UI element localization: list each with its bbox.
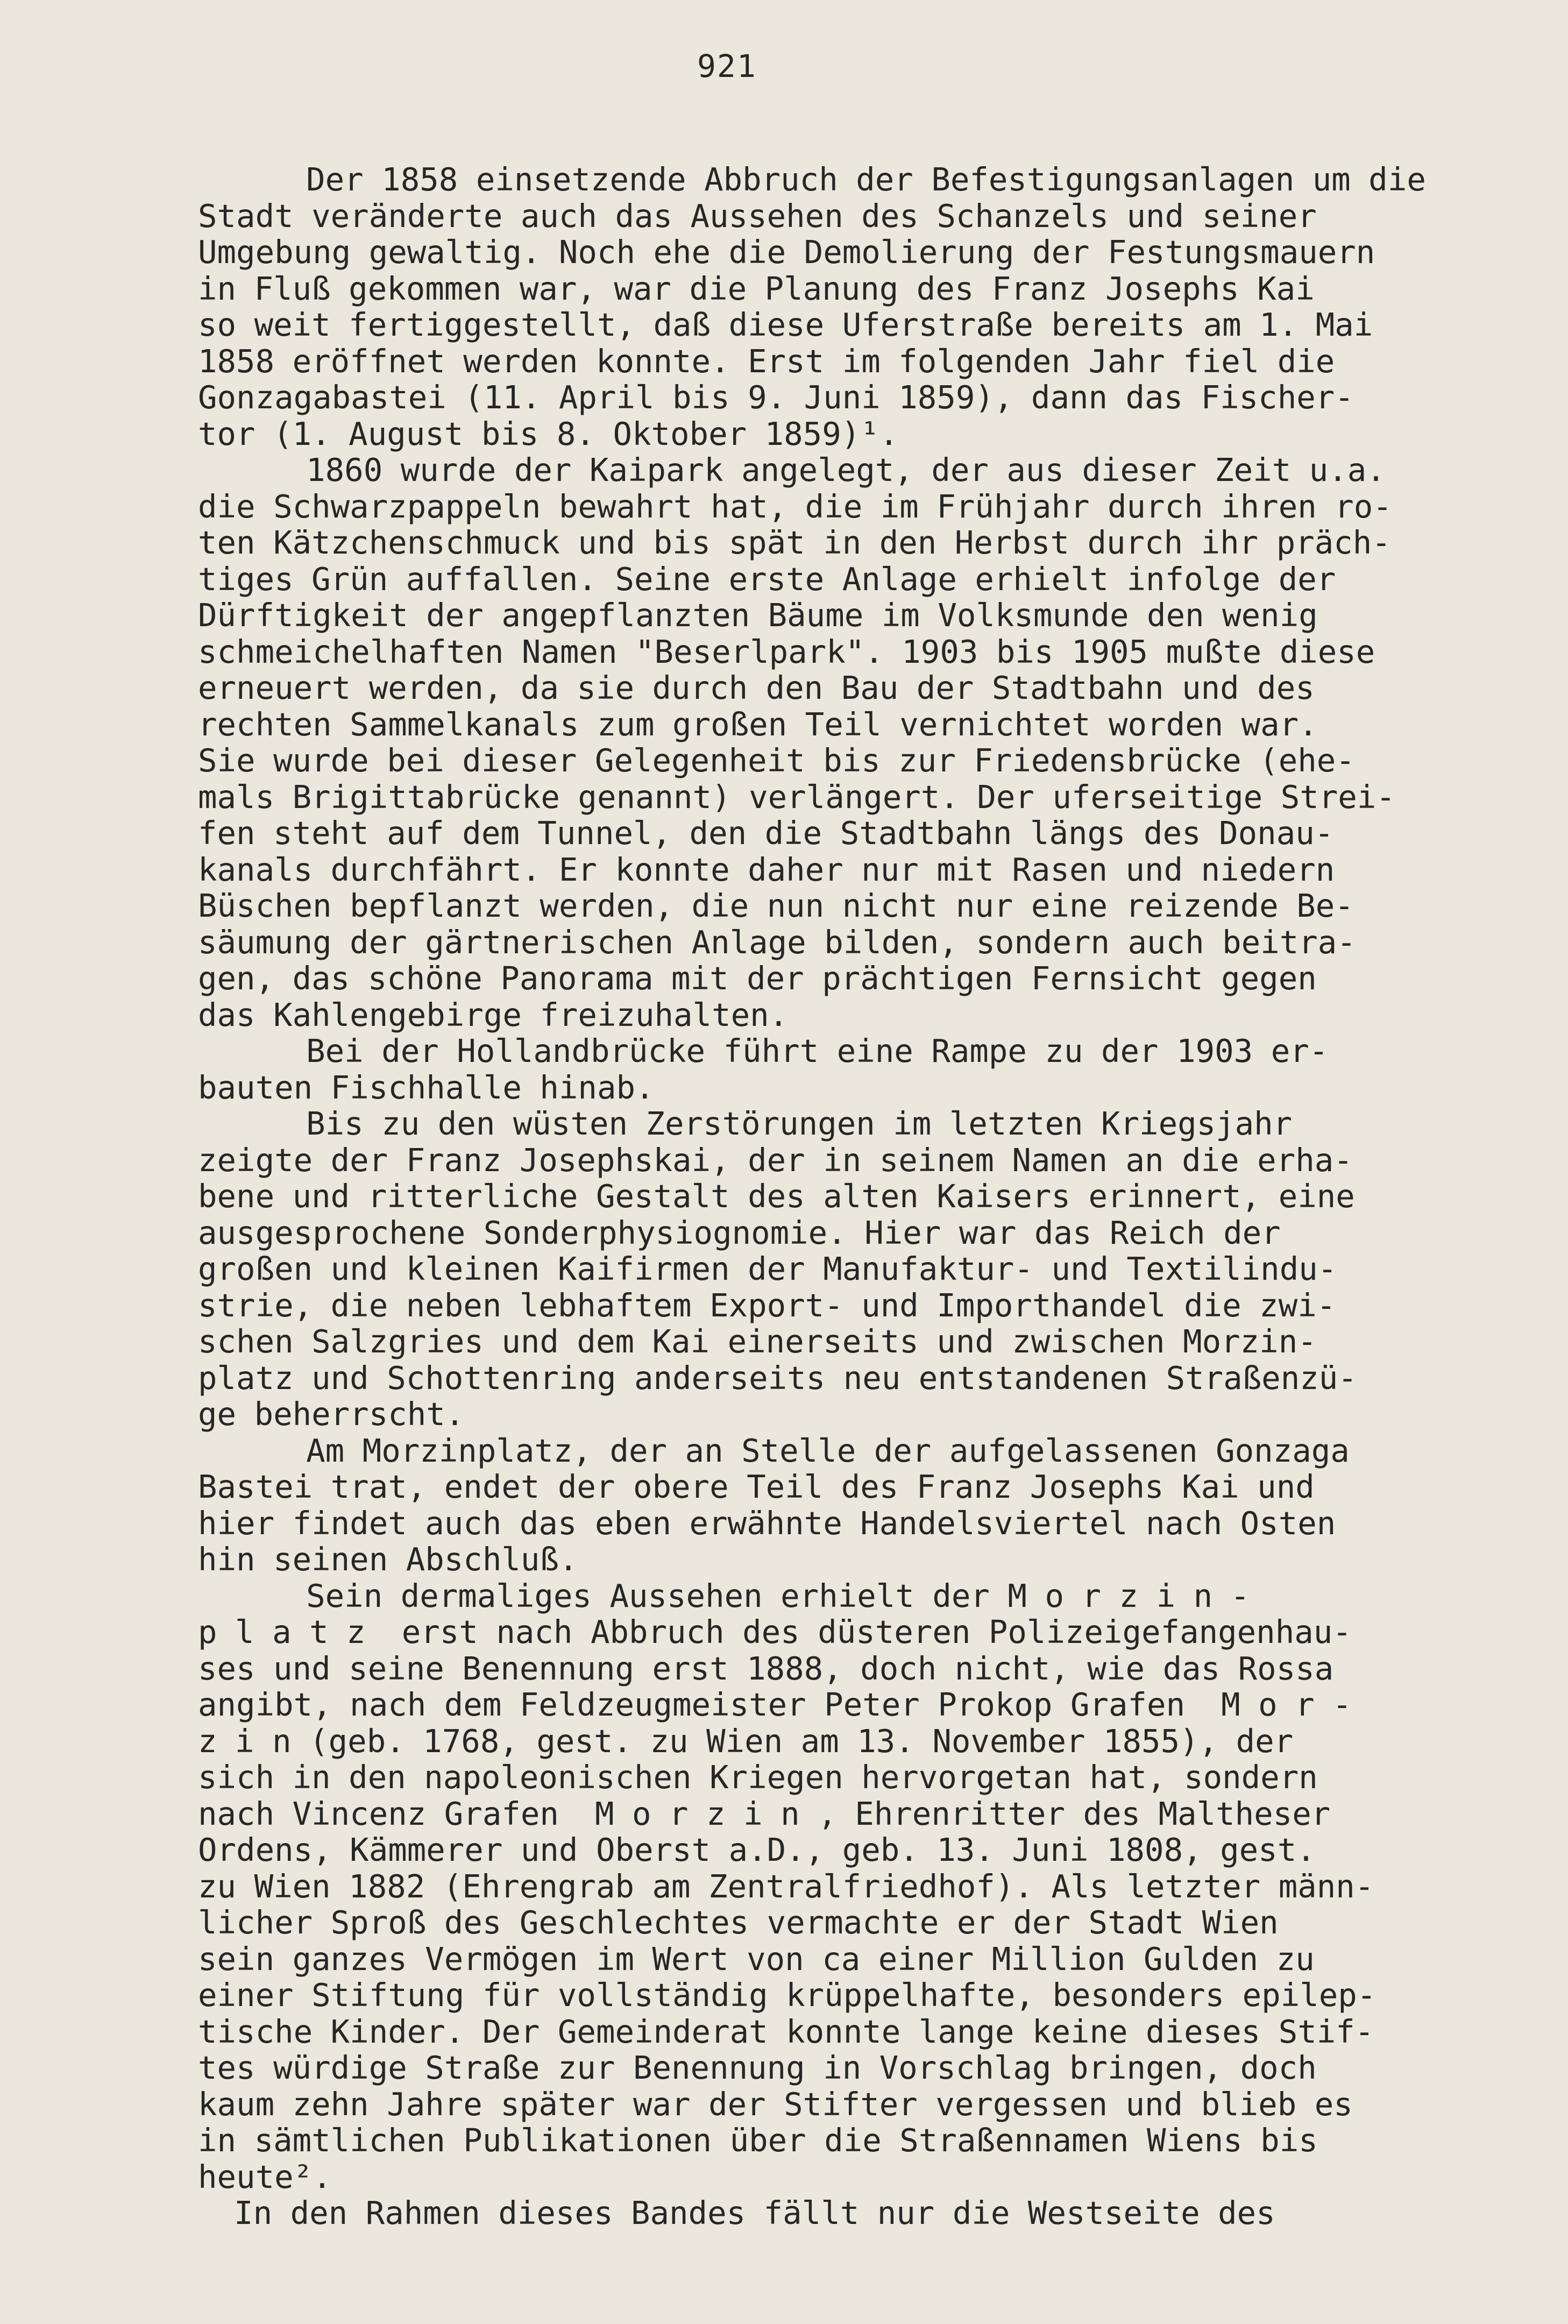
text-line: säumung der gärtnerischen Anlage bilden, sondern auch beitra- xyxy=(198,923,1356,961)
text-line: In den Rahmen dieses Bandes fällt nur die Westseite des xyxy=(198,2194,1275,2231)
text-line: zeigte der Franz Josephskai, der in seinem Namen an die erha- xyxy=(198,1141,1353,1179)
text-line: platz und Schottenring anderseits neu entstandenen Straßenzü- xyxy=(198,1359,1357,1397)
text-line: ausgesprochene Sonderphysiognomie. Hier war das Reich der xyxy=(198,1214,1281,1251)
text-line: Am Morzinplatz, der an Stelle der aufgelassenen Gonzaga xyxy=(198,1432,1350,1469)
text-line: schmeichelhaften Namen "Beserlpark". 1903 bis 1905 mußte diese xyxy=(198,633,1375,670)
text-line: fen steht auf dem Tunnel, den die Stadtbahn längs des Donau- xyxy=(198,814,1334,852)
text-line: ten Kätzchenschmuck und bis spät in den Herbst durch ihr präch- xyxy=(198,524,1391,561)
text-line: das Kahlengebirge freizuhalten. xyxy=(198,996,789,1033)
text-line: Dürftigkeit der angepflanzten Bäume im Volksmunde den wenig xyxy=(198,597,1318,634)
text-line: so weit fertiggestellt, daß diese Uferstraße bereits am 1. Mai xyxy=(198,306,1373,343)
text-line: Büschen bepflanzt werden, die nun nicht nur eine reizende Be- xyxy=(198,887,1354,924)
text-line: Sie wurde bei dieser Gelegenheit bis zur Friedensbrücke (ehe- xyxy=(198,742,1355,779)
text-line: Der 1858 einsetzende Abbruch der Befestigungsanlagen um die xyxy=(198,161,1426,198)
text-line: einer Stiftung für vollständig krüppelhafte, besonders epilep- xyxy=(198,1976,1377,2014)
text-line: hin seinen Abschluß. xyxy=(198,1541,578,1578)
text-line: licher Sproß des Geschlechtes vermachte er der Stadt Wien xyxy=(198,1904,1279,1941)
text-line: tor (1. August bis 8. Oktober 1859)¹. xyxy=(198,415,899,452)
text-line: rechten Sammelkanals zum großen Teil vernichtet worden war. xyxy=(198,705,1318,743)
text-line: in sämtlichen Publikationen über die Straßennamen Wiens bis xyxy=(198,2122,1318,2159)
text-line: 1858 eröffnet werden konnte. Erst im folgenden Jahr fiel die xyxy=(198,342,1335,380)
text-line: sich in den napoleonischen Kriegen hervorgetan hat, sondern xyxy=(198,1759,1318,1796)
text-line: großen und kleinen Kaifirmen der Manufaktur- und Textilindu- xyxy=(198,1250,1337,1287)
text-line: ge beherrscht. xyxy=(198,1395,465,1433)
text-line: bene und ritterliche Gestalt des alten Kaisers erinnert, eine xyxy=(198,1178,1355,1215)
page-number: 921 xyxy=(697,48,757,84)
text-line: strie, die neben lebhaftem Export- und Importhandel die zwi- xyxy=(198,1286,1336,1324)
text-line: angibt, nach dem Feldzeugmeister Peter Prokop Grafen M o r - xyxy=(198,1686,1352,1723)
text-line: kaum zehn Jahre später war der Stifter vergessen und blieb es xyxy=(198,2085,1353,2123)
text-line: schen Salzgries und dem Kai einerseits und zwischen Morzin- xyxy=(198,1323,1317,1360)
text-line: erneuert werden, da sie durch den Bau der Stadtbahn und des xyxy=(198,669,1315,706)
text-line: Stadt veränderte auch das Aussehen des Schanzels und seiner xyxy=(198,197,1317,235)
text-line: Umgebung gewaltig. Noch ehe die Demolierung der Festungsmauern xyxy=(198,233,1375,271)
text-line: sein ganzes Vermögen im Wert von ca einer Million Gulden zu xyxy=(198,1940,1315,1978)
body-text xyxy=(198,161,1543,2268)
text-line: zu Wien 1882 (Ehrengrab am Zentralfriedhof). Als letzter männ- xyxy=(198,1867,1374,1905)
text-line: nach Vincenz Grafen M o r z i n , Ehrenritter des Maltheser xyxy=(198,1795,1331,1832)
text-line: 1860 wurde der Kaipark angelegt, der aus dieser Zeit u.a. xyxy=(198,451,1386,488)
text-line: kanals durchfährt. Er konnte daher nur mit Rasen und niedern xyxy=(198,851,1335,888)
text-line: Gonzagabastei (11. April bis 9. Juni 1859), dann das Fischer- xyxy=(198,379,1354,416)
text-line: gen, das schöne Panorama mit der prächtigen Fernsicht gegen xyxy=(198,960,1317,997)
text-line: ses und seine Benennung erst 1888, doch nicht, wie das Rossa xyxy=(198,1649,1334,1687)
text-line xyxy=(198,2231,1543,2268)
text-line: mals Brigittabrücke genannt) verlängert. Der uferseitige Strei- xyxy=(198,778,1395,816)
text-line: in Fluß gekommen war, war die Planung des Franz Josephs Kai xyxy=(198,270,1315,307)
text-line: z i n (geb. 1768, gest. zu Wien am 13. November 1855), der xyxy=(198,1722,1294,1760)
text-line: Bis zu den wüsten Zerstörungen im letzten Kriegsjahr xyxy=(198,1105,1293,1142)
text-line: p l a t z erst nach Abbruch des düsteren Polizeigefangenhau- xyxy=(198,1613,1352,1650)
text-line: heute². xyxy=(198,2158,332,2195)
text-line: tiges Grün auffallen. Seine erste Anlage erhielt infolge der xyxy=(198,560,1336,598)
text-line: Sein dermaliges Aussehen erhielt der M o r z i n - xyxy=(198,1577,1250,1614)
text-line: Bastei trat, endet der obere Teil des Franz Josephs Kai und xyxy=(198,1468,1315,1505)
text-line: tische Kinder. Der Gemeinderat konnte lange keine dieses Stif- xyxy=(198,2013,1374,2050)
text-line: tes würdige Straße zur Benennung in Vorschlag bringen, doch xyxy=(198,2049,1317,2086)
text-line: bauten Fischhalle hinab. xyxy=(198,1068,655,1106)
text-line: hier findet auch das eben erwähnte Handelsviertel nach Osten xyxy=(198,1504,1336,1542)
text-line: die Schwarzpappeln bewahrt hat, die im Frühjahr durch ihren ro- xyxy=(198,487,1392,525)
text-line: Ordens, Kämmerer und Oberst a.D., geb. 13. Juni 1808, gest. xyxy=(198,1831,1316,1868)
text-line: Bei der Hollandbrücke führt eine Rampe zu der 1903 er- xyxy=(198,1032,1329,1069)
